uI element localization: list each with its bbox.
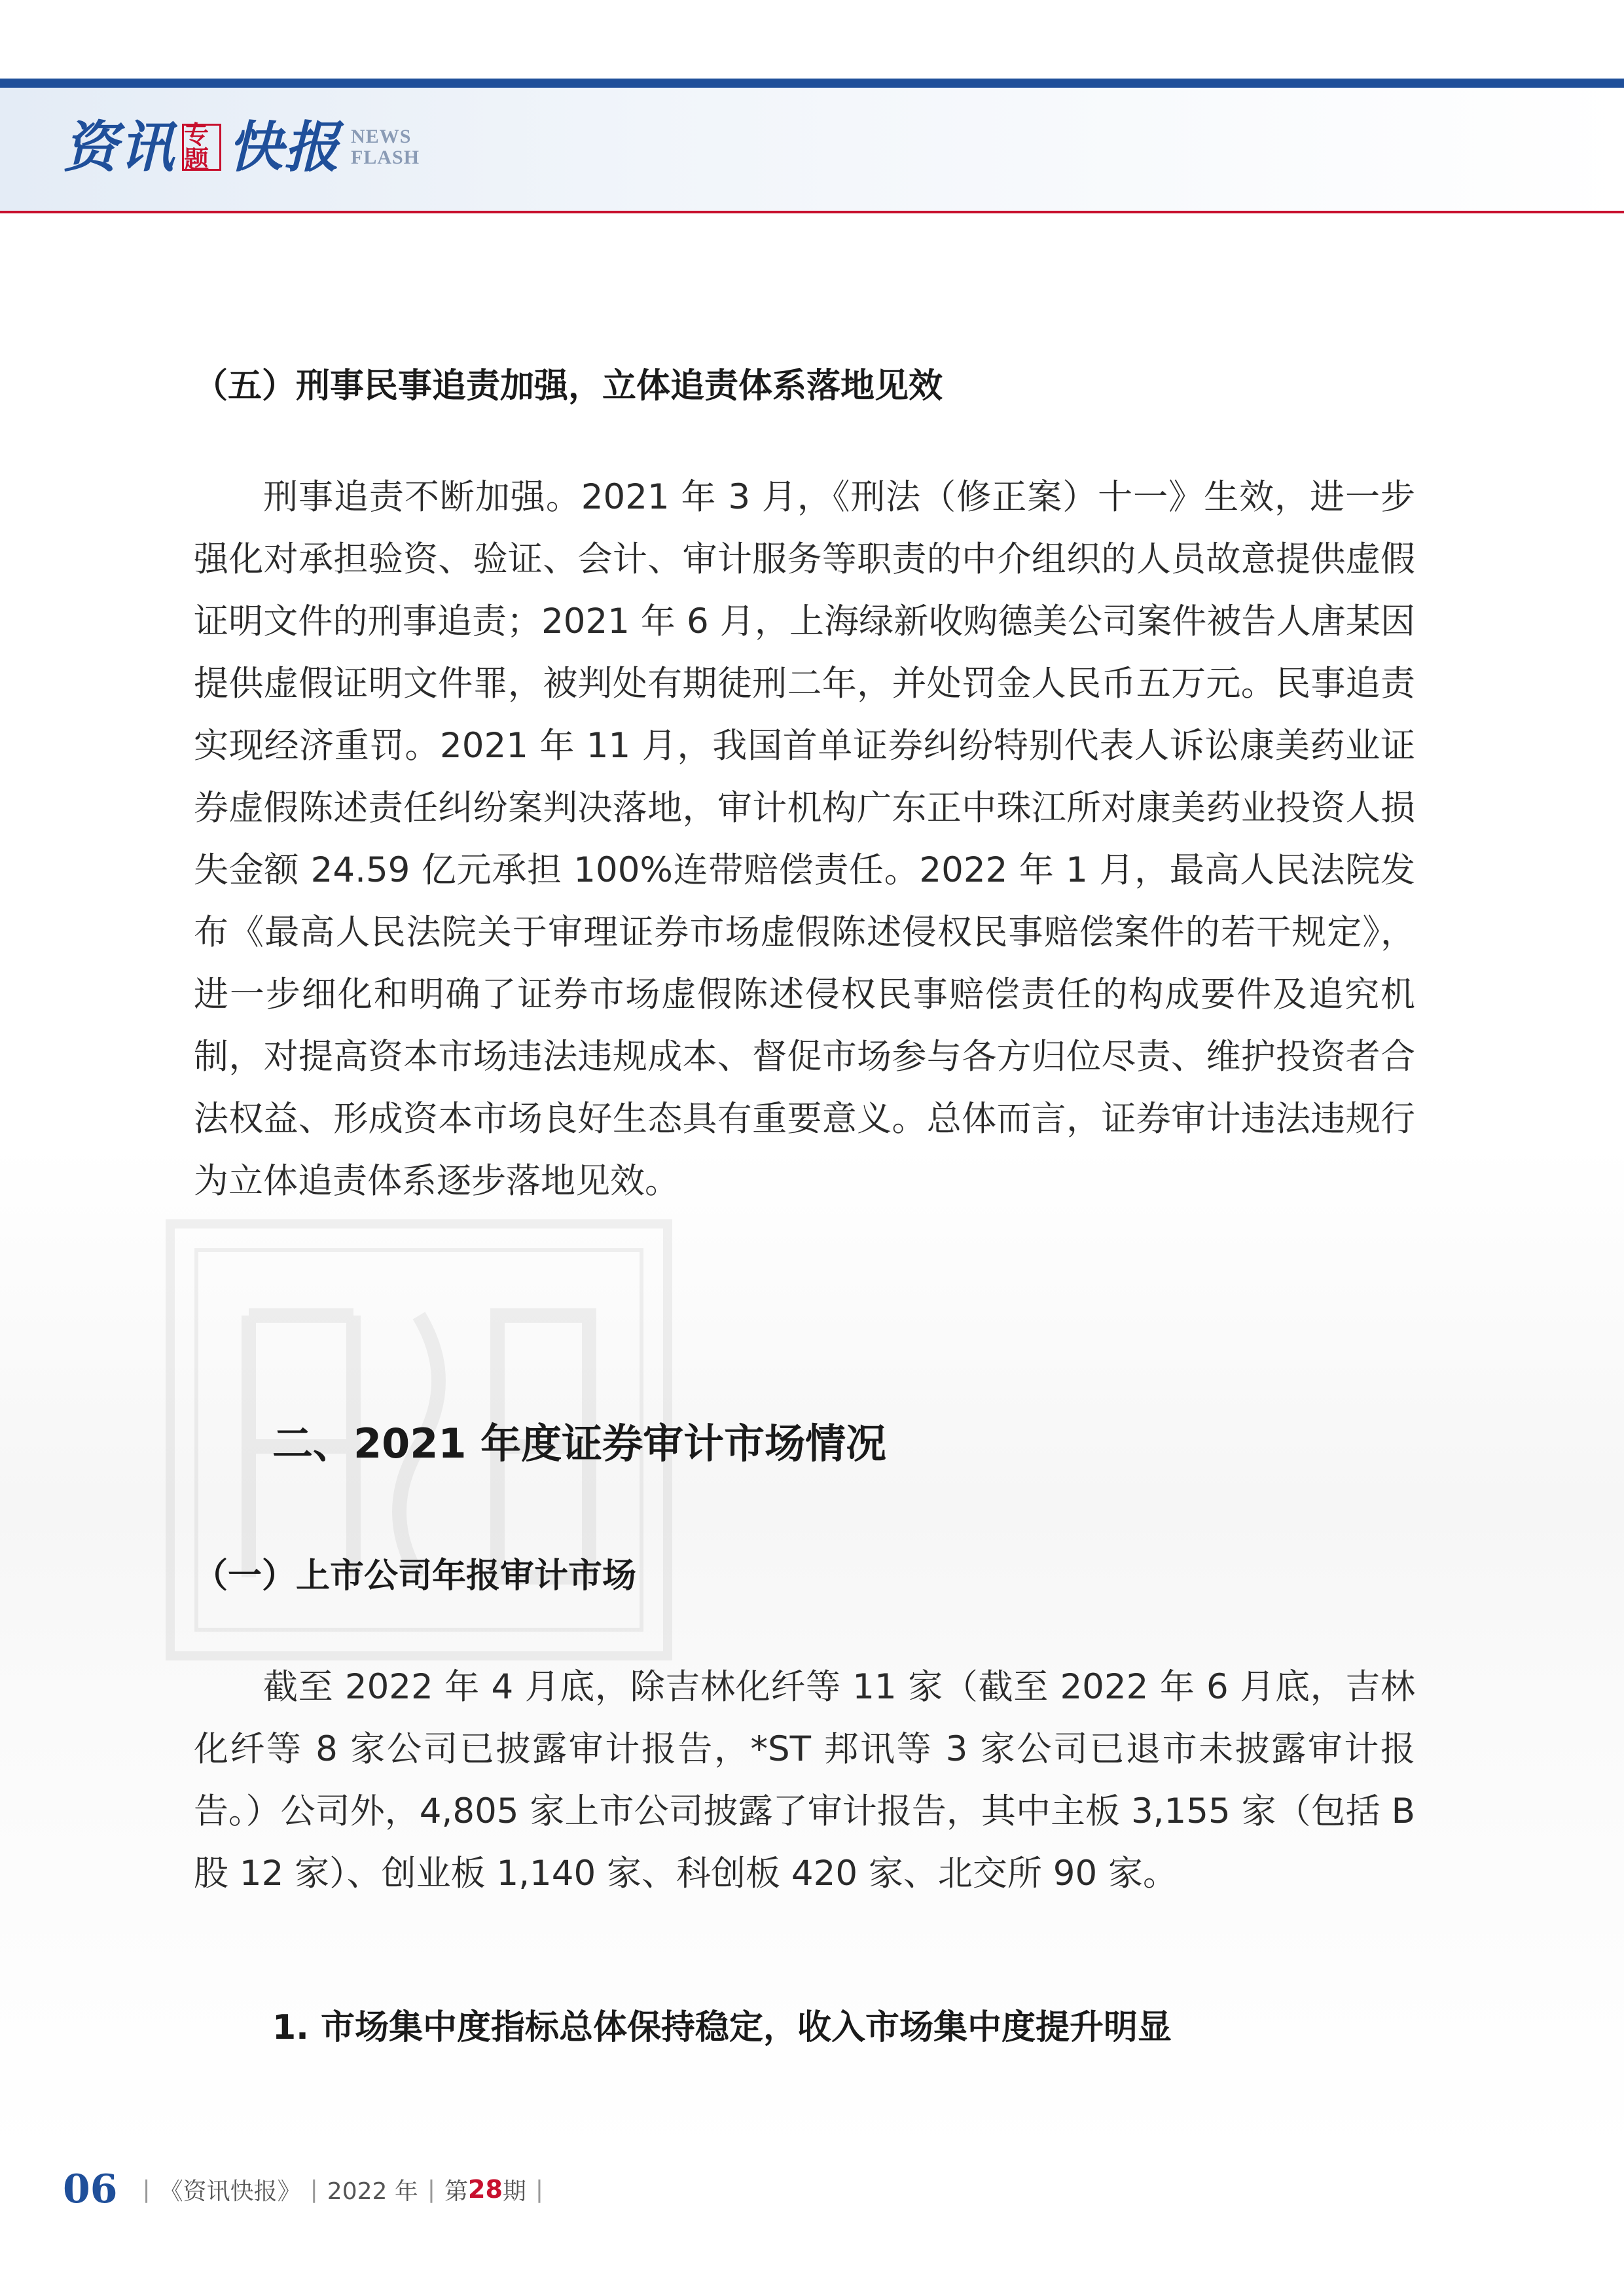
publication-logo <box>63 111 420 183</box>
footer-issue-suffix: 期 <box>502 2178 526 2205</box>
logo-english <box>351 126 420 168</box>
page-footer <box>63 2166 552 2212</box>
page-number: 06 <box>63 2166 118 2212</box>
logo-english-line2: FLASH <box>351 147 420 168</box>
footer-issue-prefix: 第 <box>444 2178 469 2205</box>
header-divider <box>0 211 1624 213</box>
point-heading-market-concentration: 1. 市场集中度指标总体保持稳定，收入市场集中度提升明显 <box>272 2008 1172 2047</box>
paragraph-listed-company-reports: 截至 2022 年 4 月底，除吉林化纤等 11 家（截至 2022 年 6 月底，吉林化纤等 8 家公司已披露审计报告，*ST 邦讯等 3 家公司已退市未披露审计报告。）公司外，4,805 家上市公司披露了审计报告，其中主板 3,155 家（包括 B 股 12 家）、创业板 1,140 家、科创板 420 家、北交所 90 家。 <box>194 1667 1415 1893</box>
header-top-bar <box>0 79 1624 88</box>
footer-separator: | <box>427 2176 435 2203</box>
paragraph-liability-system: 刑事追责不断加强。2021 年 3 月，《刑法（修正案）十一》生效，进一步强化对承担验资、验证、会计、审计服务等职责的中介组织的人员故意提供虚假证明文件的刑事追责；2021 年 6 月，上海绿新收购德美公司案件被告人唐某因提供虚假证明文件罪，被判处有期徒刑二年，并处罚金人民币五万元。民事追责实现经济重罚。2021 年 11 月，我国首单证券纠纷特别代表人诉讼康美药业证券虚假陈述责任纠纷案判决落地，审计机构广东正中珠江所对康美药业投资人损失金额 24.59 亿元承担 100%连带赔偿责任。2022 年 1 月，最高人民法院发布《最高人民法院关于审理证券市场虚假陈述侵权民事赔偿案件的若干规定》，进一步细化和明确了证券市场虚假陈述侵权民事赔偿责任的构成要件及追究机制，对提高资本市场违法违规成本、督促市场参与各方归位尽责、维护投资者合法权益、形成资本市场良好生态具有重要意义。总体而言，证券审计违法违规行为立体追责体系逐步落地见效。 <box>194 477 1415 1201</box>
section-heading-criminal-civil-liability: （五）刑事民事追责加强，立体追责体系落地见效 <box>194 367 943 406</box>
footer-issue-number: 28 <box>468 2175 503 2204</box>
footer-year: 2022 年 <box>327 2178 418 2205</box>
footer-separator: | <box>142 2176 151 2203</box>
logo-seal-icon: 专题 <box>182 124 221 171</box>
footer-separator: | <box>535 2176 544 2203</box>
page-header <box>0 79 1624 216</box>
logo-english-line1: NEWS <box>351 126 412 147</box>
subsection-heading-annual-report-audit: （一）上市公司年报审计市场 <box>194 1556 637 1596</box>
section-heading-market-overview: 二、2021 年度证券审计市场情况 <box>272 1420 887 1467</box>
logo-text-right: 快报 <box>228 115 341 179</box>
footer-publication: 《资讯快报》 <box>159 2178 301 2205</box>
logo-text-left: 资讯 <box>63 115 176 179</box>
footer-separator: | <box>310 2176 318 2203</box>
